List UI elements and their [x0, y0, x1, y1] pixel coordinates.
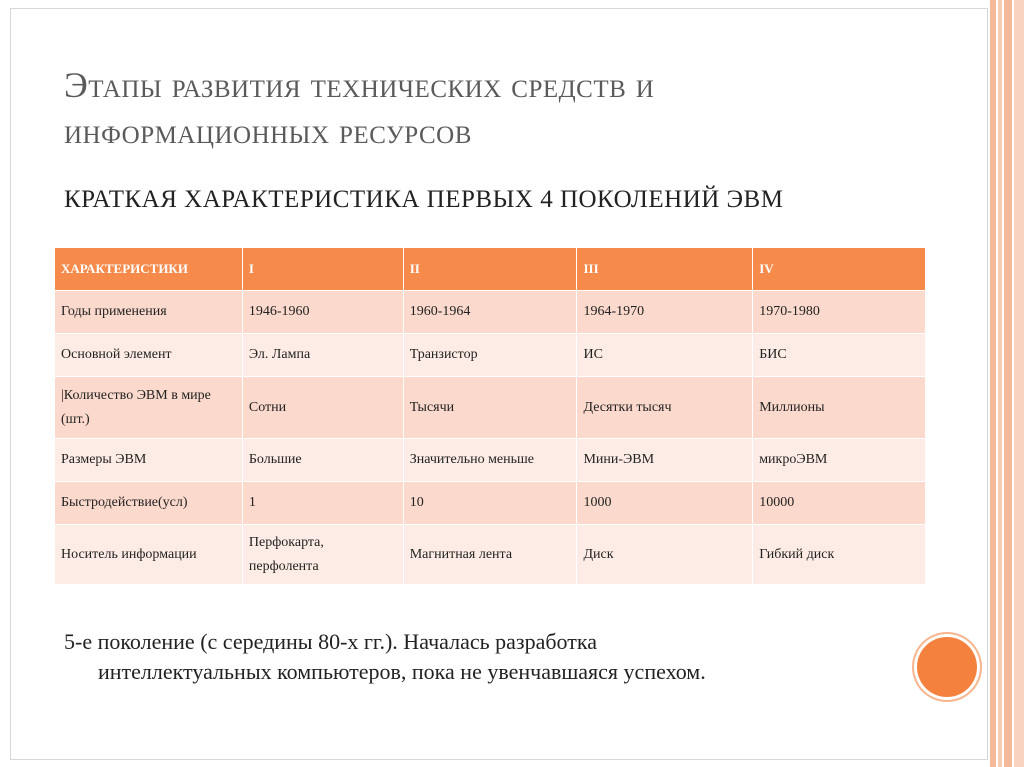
table-row [55, 377, 926, 439]
table-cell: Большие [242, 439, 403, 482]
note-line: 5-е поколение (с середины 80-х гг.). Началась разработка [64, 629, 597, 654]
decorative-stripe [1004, 0, 1012, 767]
table-header-row [55, 248, 926, 291]
table-header-cell: IV [753, 248, 926, 291]
table-cell: 1960-1964 [403, 291, 577, 334]
table-cell: Миллионы [753, 377, 926, 439]
table-cell: Быстродействие(усл) [55, 482, 243, 525]
table-header-cell: II [403, 248, 577, 291]
generations-table [54, 247, 926, 585]
table-header-cell: III [577, 248, 753, 291]
table-cell: Сотни [242, 377, 403, 439]
table-cell: Размеры ЭВМ [55, 439, 243, 482]
table-cell: 1970-1980 [753, 291, 926, 334]
fifth-generation-note [64, 627, 924, 687]
note-line: интеллектуальных компьютеров, пока не увенчавшаяся успехом. [98, 659, 706, 684]
table-row [55, 439, 926, 482]
table-cell: Диск [577, 525, 753, 585]
table-cell: Эл. Лампа [242, 334, 403, 377]
decorative-circle [917, 637, 977, 697]
table-cell: |Количество ЭВМ в мире (шт.) [55, 377, 243, 439]
decorative-stripe [1014, 0, 1024, 767]
table-row [55, 525, 926, 585]
slide-subtitle: КРАТКАЯ ХАРАКТЕРИСТИКА ПЕРВЫХ 4 ПОКОЛЕНИЙ ЭВМ [64, 186, 784, 213]
table-row [55, 291, 926, 334]
decorative-stripe [990, 0, 996, 767]
table-cell: Гибкий диск [753, 525, 926, 585]
table-row [55, 334, 926, 377]
table-cell: Тысячи [403, 377, 577, 439]
table-cell: Десятки тысяч [577, 377, 753, 439]
table-cell: Транзистор [403, 334, 577, 377]
table-cell: 1 [242, 482, 403, 525]
table-cell: 1964-1970 [577, 291, 753, 334]
table-header-cell: ХАРАКТЕРИСТИКИ [55, 248, 243, 291]
table-cell: микроЭВМ [753, 439, 926, 482]
table-cell: Основной элемент [55, 334, 243, 377]
table-cell: Магнитная лента [403, 525, 577, 585]
table-header-cell: I [242, 248, 403, 291]
table-cell: 10 [403, 482, 577, 525]
table-cell: Перфокарта, перфолента [242, 525, 403, 585]
table-cell: 1000 [577, 482, 753, 525]
table-cell: БИС [753, 334, 926, 377]
table-cell: Мини-ЭВМ [577, 439, 753, 482]
slide-title: Этапы развития технических средств и информационных ресурсов [64, 65, 655, 151]
table-cell: Носитель информации [55, 525, 243, 585]
table-row [55, 482, 926, 525]
table-cell: ИС [577, 334, 753, 377]
table-cell: Значительно меньше [403, 439, 577, 482]
table-cell: 10000 [753, 482, 926, 525]
decorative-stripe [998, 0, 1002, 767]
table-cell: Годы применения [55, 291, 243, 334]
table-cell: 1946-1960 [242, 291, 403, 334]
